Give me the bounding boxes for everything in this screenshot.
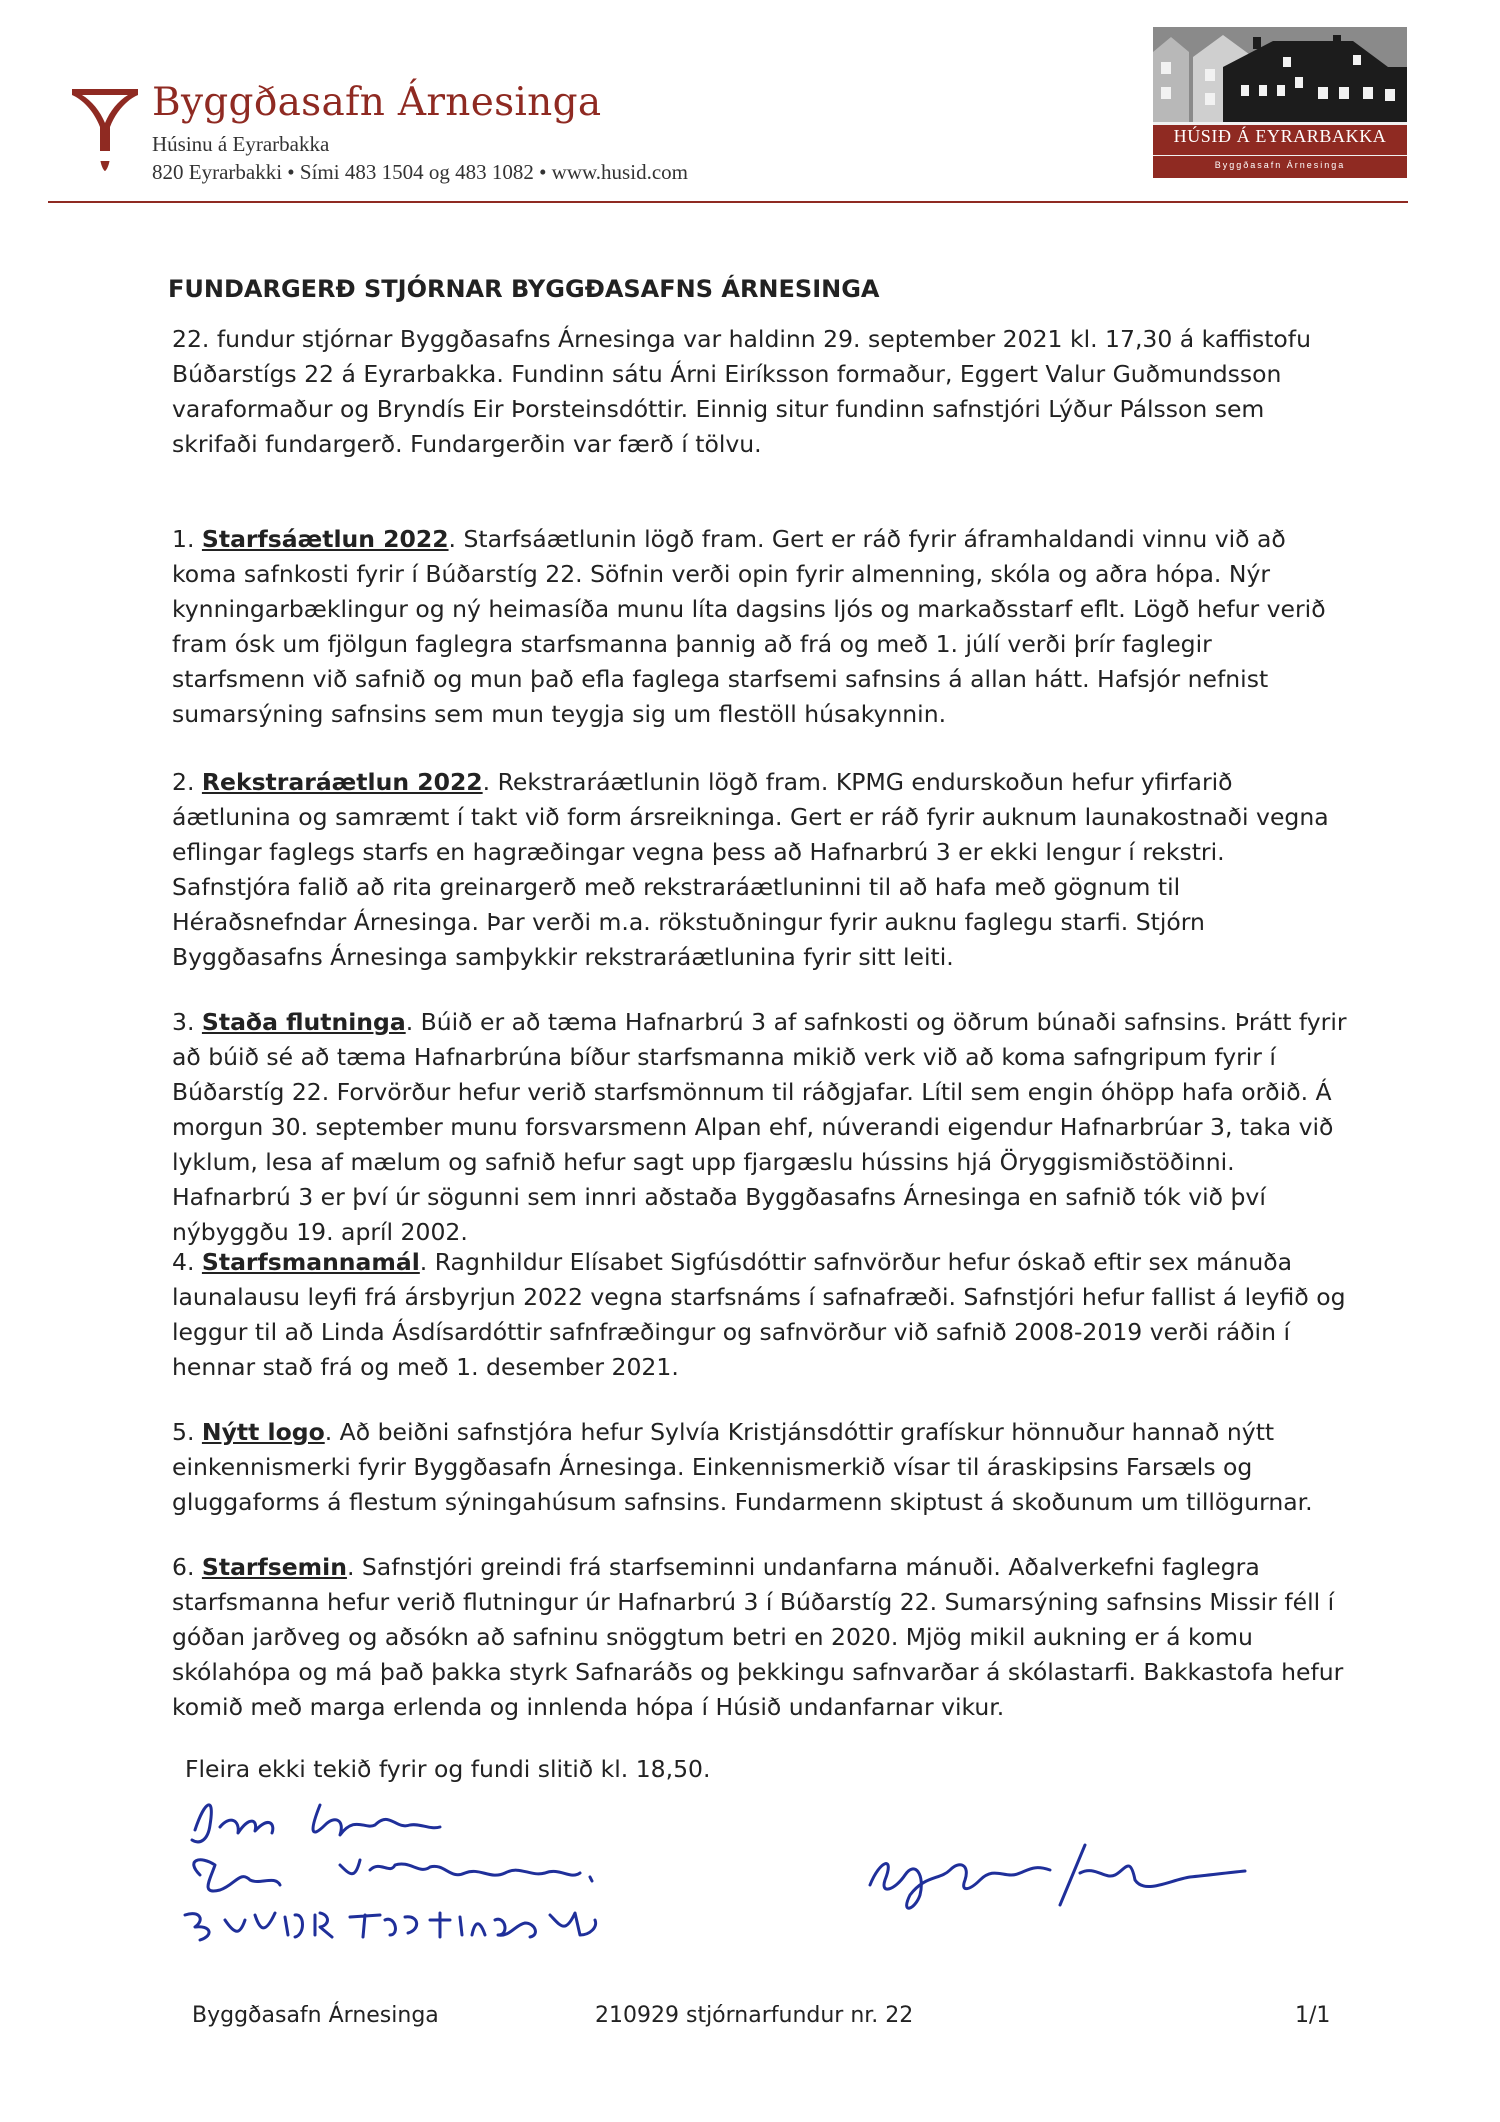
museum-emblem-icon (70, 85, 140, 173)
footer-organization: Byggðasafn Árnesinga (192, 2003, 439, 2028)
item-text: . Ragnhildur Elísabet Sigfúsdóttir safnvörður hefur óskað eftir sex mánuða launalausu leyfi frá ársbyrjun 2022 vegna starfsnáms í safnafræði. Safnstjóri hefur fallist á leyfið og leggur til að Linda Ásdísardóttir safnfræðingur og safnvörður við safnið 2008-2019 verði ráðin í hennar stað frá og með 1. desember 2021. (172, 1248, 1346, 1381)
intro-paragraph: 22. fundur stjórnar Byggðasafns Árnesinga var haldinn 29. september 2021 kl. 17,30 á kaffistofu Búðarstígs 22 á Eyrarbakka. Fundinn sátu Árni Eiríksson formaður, Eggert Valur Guðmundsson varaformaður og Bryndís Eir Þorsteinsdóttir. Einnig situr fundinn safnstjóri Lýður Pálsson sem skrifaði fundargerð. Fundargerðin var færð í tölvu. (172, 325, 1311, 458)
house-logo-subtitle: Byggðasafn Árnesinga (1214, 160, 1346, 170)
item-heading: Starfsáætlun 2022 (201, 525, 449, 553)
house-logo-title: HÚSIÐ Á EYRARBAKKA (1173, 126, 1387, 146)
item-text: . Starfsáætlunin lögð fram. Gert er ráð fyrir áframhaldandi vinnu við að koma safnkosti fyrir í Búðarstíg 22. Söfnin verði opin fyrir almenning, skóla og aðra hópa. Nýr kynningarbæklingur og ný heimasíða munu líta dagsins ljós og markaðsstarf eflt. Lögð hefur verið fram ósk um fjölgun faglegra starfsmanna þannig að frá og með 1. júlí verði þrír faglegir starfsmenn við safnið og mun það efla faglega starfsemi safnsins á allan hátt. Hafsjór nefnist sumarsýning safnsins sem mun teygja sig um flestöll húsakynnin. (172, 525, 1326, 728)
agenda-item-3 (172, 1005, 1347, 1250)
address-line-2: 820 Eyrarbakki • Sími 483 1504 og 483 1082 • www.husid.com (152, 160, 688, 184)
item-text: . Að beiðni safnstjóra hefur Sylvía Kristjánsdóttir grafískur hönnuður hannað nýtt einkennismerki fyrir Byggðasafn Árnesinga. Einkennismerkið vísar til áraskipsins Farsæls og gluggaforms á flestum sýningahúsum safnsins. Fundarmenn skiptust á skoðunum um tillögurnar. (172, 1418, 1313, 1516)
agenda-item-2 (172, 765, 1347, 975)
item-number: 4. (172, 1248, 195, 1276)
footer-meeting-reference: 210929 stjórnarfundur nr. 22 (595, 2003, 914, 2028)
agenda-item-4 (172, 1245, 1347, 1385)
signature-4 (870, 1845, 1245, 1908)
item-heading: Starfsmannamál (201, 1248, 420, 1276)
footer-page-number: 1/1 (1295, 2003, 1331, 2028)
item-text: . Safnstjóri greindi frá starfseminni undanfarna mánuði. Aðalverkefni faglegra starfsmanna hefur verið flutningur úr Hafnarbrú 3 í Búðarstíg 22. Sumarsýning safnsins Missir féll í góðan jarðveg og aðsókn að safninu snöggtum betri en 2020. Mjög mikil aukning er á komu skólahópa og má það þakka styrk Safnaráðs og þekkingu safnvarðar á skólastarfi. Bakkastofa hefur komið með marga erlenda og innlenda hópa í Húsið undanfarnar vikur. (172, 1553, 1344, 1721)
handwritten-signatures (180, 1785, 1360, 1955)
address-line-1: Húsinu á Eyrarbakka (152, 132, 330, 156)
item-heading: Rekstraráætlun 2022 (201, 768, 483, 796)
header-divider (48, 201, 1408, 203)
item-heading: Staða flutninga (201, 1008, 406, 1036)
item-heading: Nýtt logo (201, 1418, 325, 1446)
item-number: 1. (172, 525, 195, 553)
item-number: 5. (172, 1418, 195, 1446)
agenda-item-6 (172, 1550, 1347, 1725)
item-number: 2. (172, 768, 195, 796)
signature-2 (194, 1860, 592, 1891)
agenda-item-1 (172, 522, 1347, 732)
item-number: 3. (172, 1008, 195, 1036)
item-number: 6. (172, 1553, 195, 1581)
item-text: . Búið er að tæma Hafnarbrú 3 af safnkosti og öðrum búnaði safnsins. Þrátt fyrir að búið sé að tæma Hafnarbrúna bíður starfsmanna mikið verk við að koma safngripum fyrir í Búðarstíg 22. Forvörður hefur verið starfsmönnum til ráðgjafar. Lítil sem engin óhöpp hafa orðið. Á morgun 30. september munu forsvarsmenn Alpan ehf, núverandi eigendur Hafnarbrúar 3, taka við lyklum, lesa af mælum og safnið hefur sagt upp fjargæslu hússins hjá Öryggismiðstöðinni. Hafnarbrú 3 er því úr sögunni sem innri aðstaða Byggðasafns Árnesinga en safnið tók við því nýbyggðu 19. apríl 2002. (172, 1008, 1347, 1246)
organization-name: Byggðasafn Árnesinga (152, 80, 602, 125)
agenda-item-5 (172, 1415, 1347, 1520)
signature-1 (192, 1805, 440, 1842)
house-logo-icon (1153, 27, 1407, 178)
document-title: FUNDARGERÐ STJÓRNAR BYGGÐASAFNS ÁRNESINGA (168, 275, 880, 303)
item-text: . Rekstraráætlunin lögð fram. KPMG endurskoðun hefur yfirfarið áætlunina og samræmt í takt við form ársreikninga. Gert er ráð fyrir auknum launakostnaði vegna eflingar faglegs starfs en hagræðingar vegna þess að Hafnarbrú 3 er ekki lengur í rekstri. Safnstjóra falið að rita greinargerð með rekstraráætluninni til að hafa með gögnum til Héraðsnefndar Árnesinga. Þar verði m.a. rökstuðningur fyrir auknu faglegu starfi. Stjórn Byggðasafns Árnesinga samþykkir rekstraráætlunina fyrir sitt leiti. (172, 768, 1329, 971)
closing-line: Fleira ekki tekið fyrir og fundi slitið kl. 18,50. (185, 1755, 711, 1783)
signature-3 (185, 1913, 596, 1940)
item-heading: Starfsemin (201, 1553, 347, 1581)
